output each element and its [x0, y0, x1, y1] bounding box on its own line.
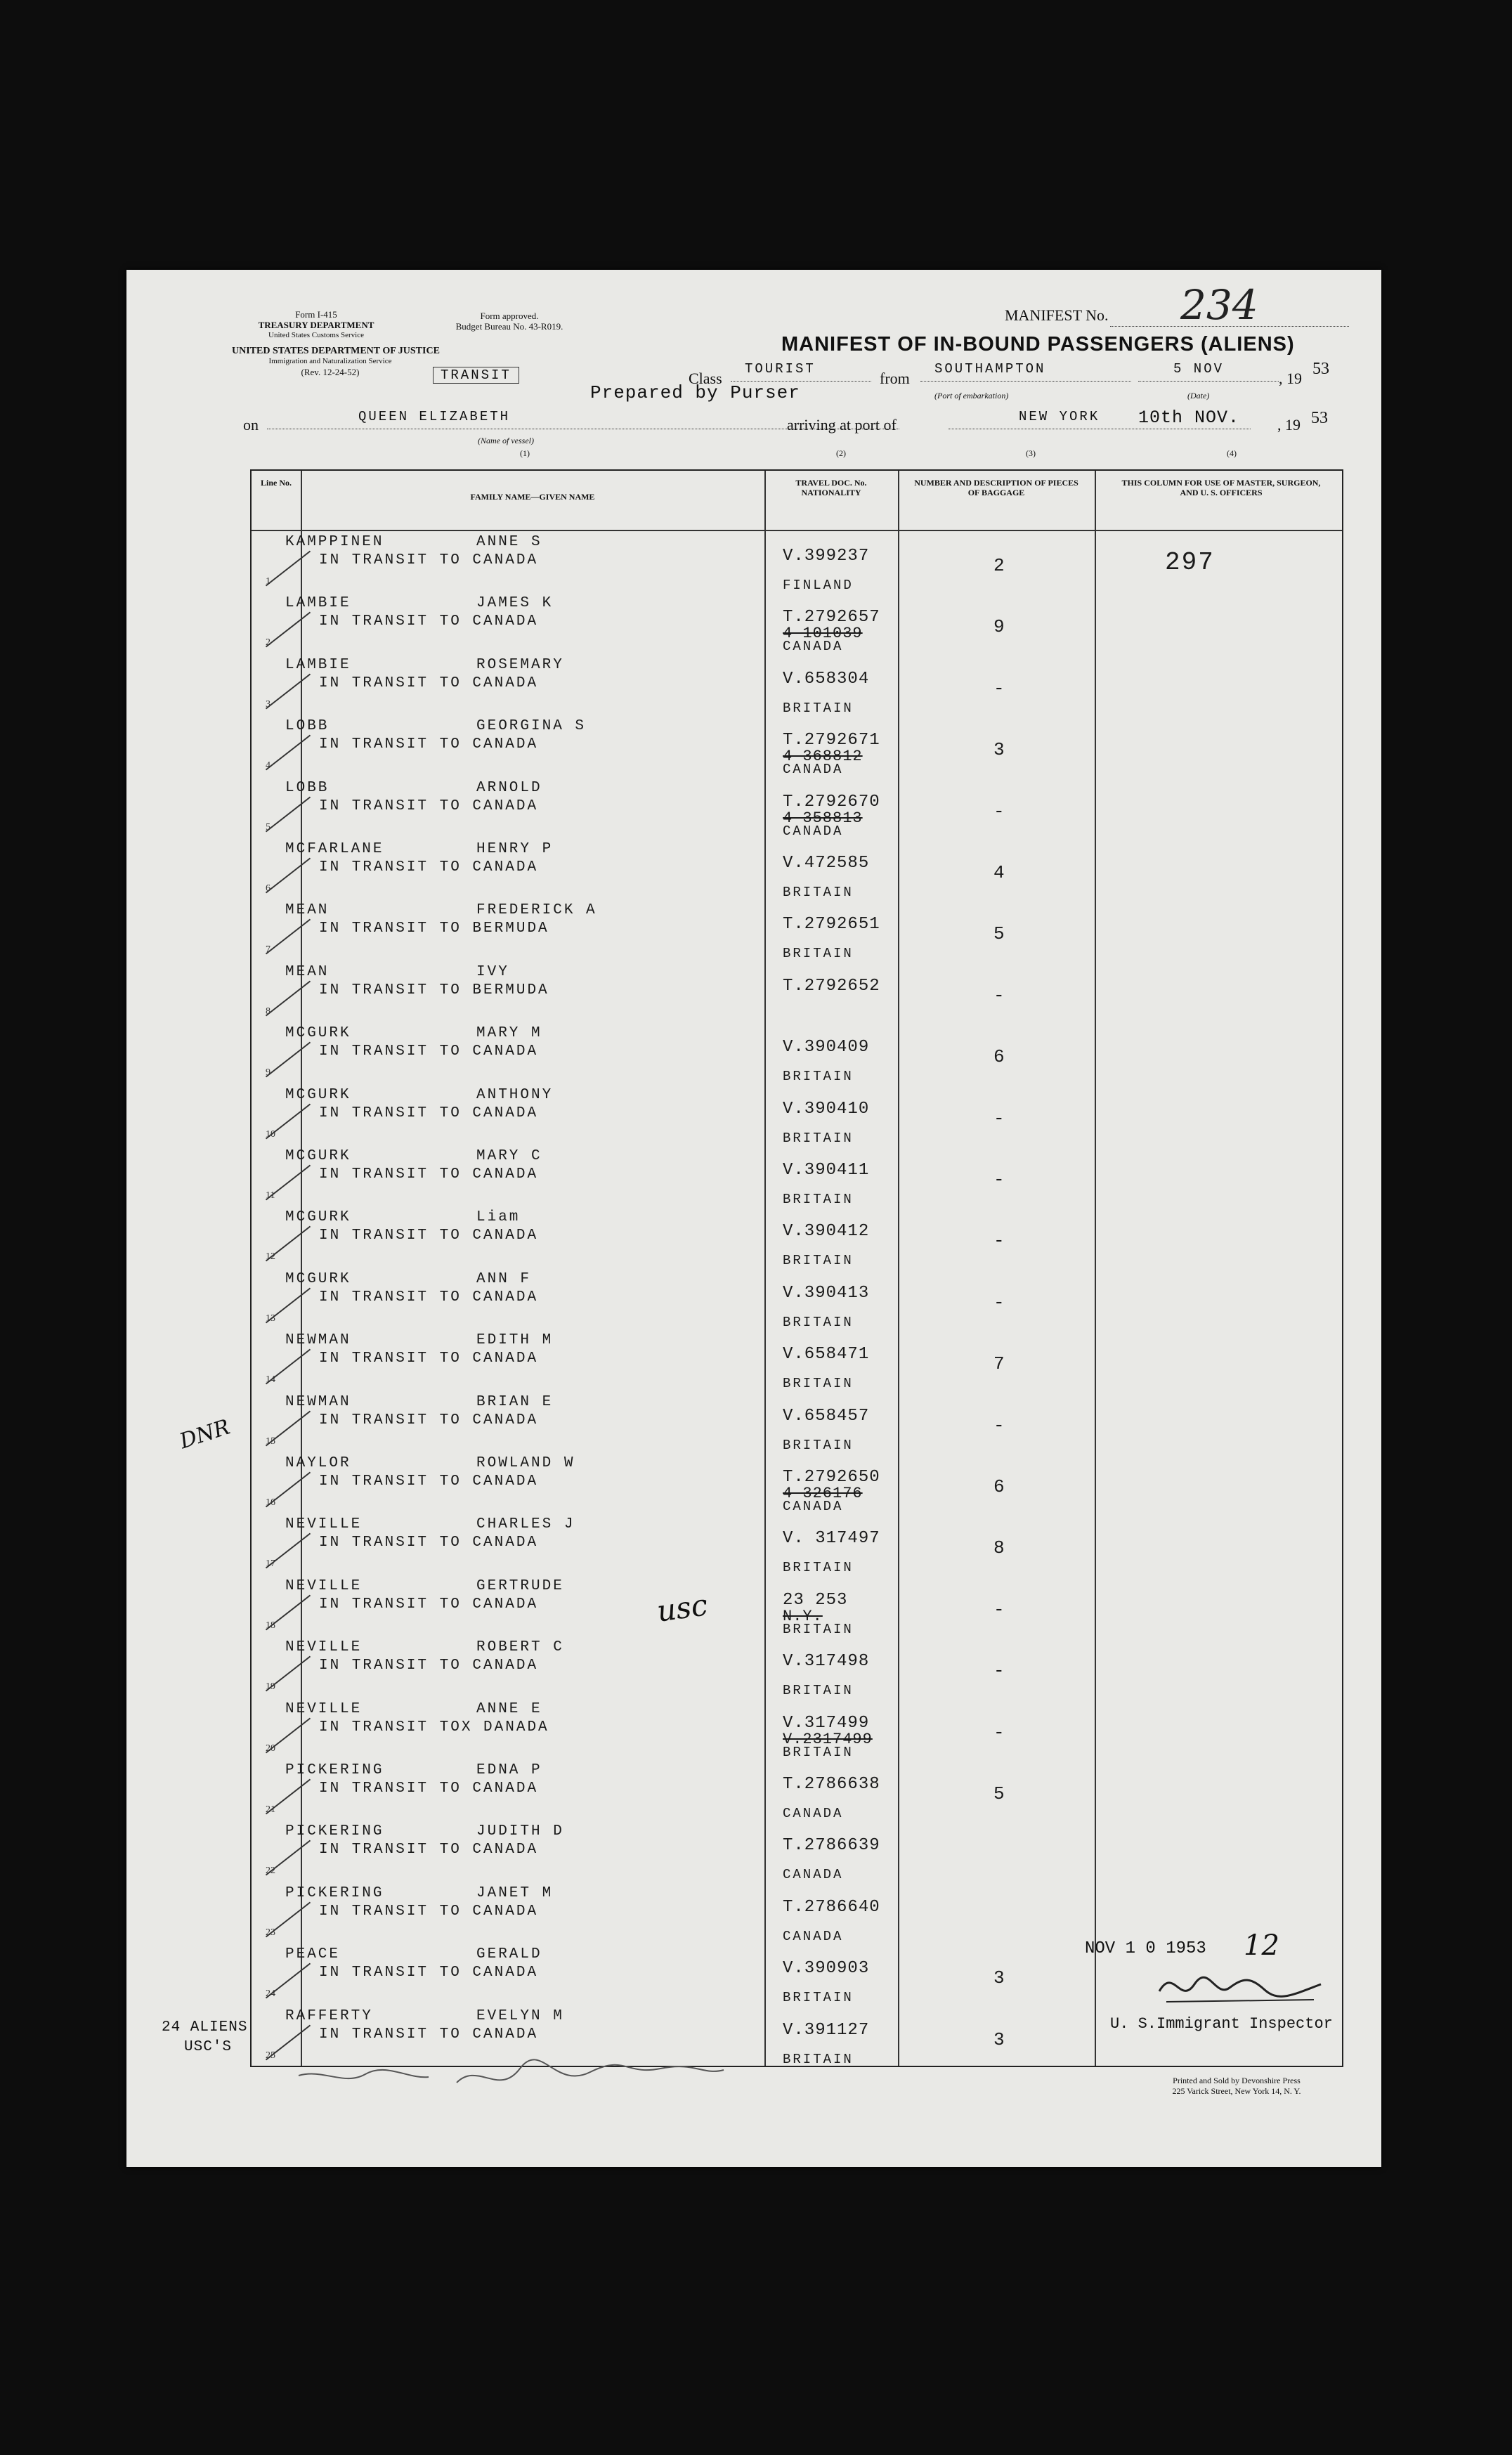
date-caption: (Date): [1187, 391, 1210, 401]
family-name: PICKERING: [285, 1823, 384, 1840]
given-name: CHARLES J: [476, 1516, 575, 1533]
transit-destination: IN TRANSIT TO CANADA: [319, 675, 539, 691]
given-name: Liam: [476, 1209, 521, 1226]
travel-doc-alt: V.2317499: [783, 1730, 873, 1748]
check-mark: [266, 1165, 311, 1201]
nationality: BRITAIN: [783, 1560, 854, 1576]
year-value-2: 53: [1311, 409, 1328, 427]
line-number: 3: [266, 698, 271, 710]
family-name: LOBB: [285, 718, 330, 735]
manifest-no-value: 234: [1180, 281, 1258, 329]
line-number: 25: [266, 2050, 275, 2061]
baggage-count: -: [993, 984, 1007, 1006]
check-mark: [266, 1042, 311, 1078]
transit-destination: IN TRANSIT TO CANADA: [319, 1842, 539, 1858]
baggage-count: 5: [993, 1783, 1007, 1804]
form-number: Form I-415: [295, 309, 337, 320]
baggage-count: -: [993, 677, 1007, 699]
baggage-count: 3: [993, 1967, 1007, 1989]
manifest-title: MANIFEST OF IN-BOUND PASSENGERS (ALIENS): [781, 333, 1295, 356]
year-value-1: 53: [1312, 360, 1329, 378]
nationality: BRITAIN: [783, 1069, 854, 1085]
table-row: [252, 1206, 1342, 1268]
transit-destination: IN TRANSIT TO CANADA: [319, 1965, 539, 1981]
line-number: 9: [266, 1067, 271, 1079]
manifest-page: [126, 270, 1381, 2167]
table-row: [252, 1084, 1342, 1145]
travel-doc: V.658457: [783, 1406, 870, 1426]
check-mark: [266, 1287, 311, 1323]
port-embark-caption: (Port of embarkation): [934, 391, 1009, 401]
check-mark: [266, 1349, 311, 1385]
travel-doc: T.2792670: [783, 792, 880, 812]
baggage-count: -: [993, 1291, 1007, 1313]
vessel-caption: (Name of vessel): [478, 436, 534, 445]
check-mark: [266, 1226, 311, 1262]
travel-doc: V.658304: [783, 669, 870, 689]
line-number: 15: [266, 1435, 275, 1447]
check-mark: [266, 1963, 311, 1999]
transit-destination: IN TRANSIT TO CANADA: [319, 859, 539, 875]
table-row: [252, 961, 1342, 1022]
family-name: MCGURK: [285, 1086, 351, 1103]
line-number: 1: [266, 576, 271, 587]
date-value: 5 NOV: [1173, 361, 1225, 377]
travel-doc-alt: N.Y.: [783, 1607, 823, 1625]
baggage-count: 9: [993, 616, 1007, 638]
year-prefix-1: , 19: [1279, 370, 1302, 387]
baggage-count: 2: [993, 555, 1007, 576]
table-row: [252, 1698, 1342, 1759]
nationality: BRITAIN: [783, 1621, 854, 1637]
aliens-count: 24 ALIENS: [162, 2019, 248, 2036]
table-row: [252, 1821, 1342, 1882]
vessel-name: QUEEN ELIZABETH: [358, 409, 511, 424]
printer-line-2: 225 Varick Street, New York 14, N. Y.: [1172, 2086, 1301, 2096]
given-name: EDNA P: [476, 1762, 542, 1778]
nationality: BRITAIN: [783, 700, 854, 716]
nationality: BRITAIN: [783, 1683, 854, 1699]
given-name: ARNOLD: [476, 779, 542, 796]
nationality: CANADA: [783, 823, 844, 839]
family-name: LOBB: [285, 779, 330, 796]
line-number: 22: [266, 1865, 275, 1877]
col-line-header: Line No.: [260, 478, 292, 488]
check-mark: [266, 612, 311, 648]
officer-note: 297: [1165, 548, 1215, 577]
table-row: [252, 1268, 1342, 1329]
given-name: ROSEMARY: [476, 656, 564, 673]
line-number: 14: [266, 1374, 275, 1386]
inspector-title: U. S.Immigrant Inspector: [1110, 2015, 1333, 2033]
table-row: [252, 777, 1342, 838]
baggage-count: 3: [993, 2029, 1007, 2050]
given-name: IVY: [476, 963, 509, 980]
baggage-count: -: [993, 1598, 1007, 1620]
dnr-note: DNR: [176, 1414, 233, 1454]
nationality: BRITAIN: [783, 885, 854, 900]
transit-destination: IN TRANSIT TO CANADA: [319, 1289, 539, 1305]
form-id-block: [211, 309, 422, 341]
arrival-port: NEW YORK: [1019, 409, 1100, 424]
col-officers-header: THIS COLUMN FOR USE OF MASTER, SURGEON, AND U. S. OFFICERS: [1121, 478, 1321, 497]
family-name: PICKERING: [285, 1884, 384, 1901]
line-number: 17: [266, 1558, 275, 1570]
family-name: NEVILLE: [285, 1639, 363, 1656]
handwritten-scrawl: [295, 2047, 731, 2104]
class-label: Class: [689, 370, 722, 387]
check-mark: [266, 980, 311, 1016]
transit-destination: IN TRANSIT TO BERMUDA: [319, 982, 549, 998]
check-mark: [266, 919, 311, 955]
transit-destination: IN TRANSIT TO CANADA: [319, 1105, 539, 1121]
col-baggage-header: NUMBER AND DESCRIPTION OF PIECES OF BAGGAGE: [914, 478, 1078, 497]
line-number: 12: [266, 1251, 275, 1263]
travel-doc: V.390411: [783, 1161, 870, 1180]
given-name: ANN F: [476, 1270, 532, 1287]
col-doc-header: TRAVEL DOC. No. NATIONALITY: [795, 478, 867, 497]
travel-doc: V.390413: [783, 1283, 870, 1303]
travel-doc: V.391127: [783, 2020, 870, 2040]
transit-destination: IN TRANSIT TO CANADA: [319, 1166, 539, 1183]
on-label: on: [243, 416, 259, 434]
transit-destination: IN TRANSIT TO CANADA: [319, 1228, 539, 1244]
given-name: HENRY P: [476, 841, 554, 857]
baggage-count: -: [993, 1414, 1007, 1436]
family-name: MEAN: [285, 963, 330, 980]
transit-destination: IN TRANSIT TO CANADA: [319, 1903, 539, 1920]
line-number: 23: [266, 1927, 275, 1938]
table-row: [252, 715, 1342, 776]
family-name: NAYLOR: [285, 1455, 351, 1471]
line-number: 13: [266, 1313, 275, 1324]
usc-note: usc: [654, 1587, 710, 1629]
check-mark: [266, 1656, 311, 1692]
given-name: MARY C: [476, 1148, 542, 1164]
table-row: [252, 1022, 1342, 1083]
travel-doc: V. 317497: [783, 1529, 880, 1549]
table-row: [252, 899, 1342, 960]
line-number: 19: [266, 1681, 275, 1693]
customs-service: United States Customs Service: [268, 331, 364, 339]
line-number: 10: [266, 1128, 275, 1140]
treasury-dept: TREASURY DEPARTMENT: [258, 320, 374, 330]
travel-doc: 23 253: [783, 1590, 848, 1610]
table-row: [252, 1329, 1342, 1391]
table-row: [252, 1759, 1342, 1821]
check-mark: [266, 551, 311, 587]
transit-destination: IN TRANSIT TO CANADA: [319, 1043, 539, 1060]
check-mark: [266, 796, 311, 832]
transit-destination: IN TRANSIT TO BERMUDA: [319, 920, 549, 937]
baggage-count: -: [993, 1107, 1007, 1129]
nationality: BRITAIN: [783, 2051, 854, 2067]
form-revision: (Rev. 12-24-52): [301, 367, 360, 377]
stamp-count: 12: [1244, 1929, 1279, 1962]
table-row: [252, 1513, 1342, 1575]
transit-destination: IN TRANSIT TOX DANADA: [319, 1719, 549, 1736]
transit-destination: IN TRANSIT TO CANADA: [319, 1412, 539, 1428]
line-number: 16: [266, 1497, 275, 1508]
travel-doc: T.2786639: [783, 1836, 880, 1856]
travel-doc: T.2786638: [783, 1775, 880, 1794]
line-number: 5: [266, 821, 271, 833]
nationality: BRITAIN: [783, 1990, 854, 2006]
check-mark: [266, 1410, 311, 1446]
given-name: ANTHONY: [476, 1086, 554, 1103]
baggage-count: 3: [993, 739, 1007, 761]
nationality: CANADA: [783, 1928, 844, 1944]
arriving-label: arriving at port of: [787, 416, 897, 434]
form-approved: Form approved.: [480, 311, 539, 321]
inspection-stamp-date: NOV 1 0 1953: [1085, 1939, 1206, 1958]
travel-doc: V.399237: [783, 547, 870, 566]
table-row: [252, 1145, 1342, 1206]
col-num-4: (4): [1227, 448, 1237, 458]
check-mark: [266, 1717, 311, 1753]
col-name-header: FAMILY NAME—GIVEN NAME: [470, 492, 595, 502]
baggage-count: 7: [993, 1353, 1007, 1375]
baggage-count: 5: [993, 923, 1007, 945]
transit-destination: IN TRANSIT TO CANADA: [319, 797, 539, 814]
travel-doc: V.317498: [783, 1652, 870, 1672]
check-mark: [266, 735, 311, 771]
family-name: MCGURK: [285, 1148, 351, 1164]
travel-doc: V.390903: [783, 1959, 870, 1979]
family-name: MCFARLANE: [285, 841, 384, 857]
family-name: NEWMAN: [285, 1332, 351, 1349]
check-mark: [266, 1472, 311, 1508]
table-row: [252, 1636, 1342, 1698]
line-number: 8: [266, 1005, 271, 1017]
family-name: LAMBIE: [285, 656, 351, 673]
transit-destination: IN TRANSIT TO CANADA: [319, 1350, 539, 1367]
given-name: ROBERT C: [476, 1639, 564, 1656]
nationality: BRITAIN: [783, 1437, 854, 1453]
col-num-1: (1): [520, 448, 530, 458]
transit-destination: IN TRANSIT TO CANADA: [319, 2026, 539, 2043]
transit-destination: IN TRANSIT TO CANADA: [319, 1658, 539, 1674]
given-name: EDITH M: [476, 1332, 554, 1349]
printer-credit: [1110, 2076, 1363, 2097]
check-mark: [266, 1779, 311, 1815]
nationality: CANADA: [783, 1806, 844, 1821]
table-row: [252, 531, 1342, 592]
given-name: ANNE S: [476, 534, 542, 550]
family-name: NEVILLE: [285, 1516, 363, 1533]
family-name: NEVILLE: [285, 1577, 363, 1594]
check-mark: [266, 858, 311, 894]
line-number: 2: [266, 637, 271, 649]
transit-destination: IN TRANSIT TO CANADA: [319, 1473, 539, 1490]
given-name: ANNE E: [476, 1700, 542, 1717]
transit-destination: IN TRANSIT TO CANADA: [319, 736, 539, 753]
transit-destination: IN TRANSIT TO CANADA: [319, 613, 539, 630]
travel-doc: T.2792657: [783, 608, 880, 627]
baggage-count: 6: [993, 1476, 1007, 1497]
given-name: JANET M: [476, 1884, 554, 1901]
inspector-signature: [1152, 1963, 1328, 2012]
given-name: EVELYN M: [476, 2007, 564, 2024]
nationality: CANADA: [783, 639, 844, 655]
table-row: [252, 654, 1342, 715]
budget-bureau: Budget Bureau No. 43-R019.: [455, 321, 563, 332]
travel-doc: V.658471: [783, 1345, 870, 1365]
col-num-3: (3): [1026, 448, 1036, 458]
check-mark: [266, 673, 311, 709]
family-name: KAMPPINEN: [285, 534, 384, 550]
baggage-count: -: [993, 1721, 1007, 1743]
check-mark: [266, 1594, 311, 1630]
given-name: MARY M: [476, 1025, 542, 1042]
line-number: 6: [266, 883, 271, 894]
from-label: from: [880, 370, 910, 387]
printer-line-1: Printed and Sold by Devonshire Press: [1173, 2076, 1301, 2085]
travel-doc: T.2792651: [783, 915, 880, 935]
nationality: BRITAIN: [783, 1314, 854, 1330]
transit-destination: IN TRANSIT TO CANADA: [319, 1780, 539, 1797]
nationality: BRITAIN: [783, 1192, 854, 1207]
travel-doc-alt: 4-358813: [783, 809, 863, 827]
ins-service: Immigration and Naturalization Service: [268, 357, 392, 365]
family-name: NEWMAN: [285, 1393, 351, 1410]
travel-doc: V.472585: [783, 854, 870, 873]
nationality: BRITAIN: [783, 1253, 854, 1269]
nationality: BRITAIN: [783, 1376, 854, 1392]
table-row: [252, 1391, 1342, 1452]
travel-doc: T.2786640: [783, 1897, 880, 1917]
baggage-count: 6: [993, 1046, 1007, 1068]
table-row: [252, 1575, 1342, 1636]
line-number: 18: [266, 1620, 275, 1631]
baggage-count: -: [993, 1169, 1007, 1190]
transit-box: TRANSIT: [433, 367, 519, 384]
given-name: GERTRUDE: [476, 1577, 564, 1594]
family-name: MCGURK: [285, 1025, 351, 1042]
given-name: JAMES K: [476, 595, 554, 612]
family-name: MCGURK: [285, 1209, 351, 1226]
passenger-table: [250, 469, 1343, 2067]
family-name: PICKERING: [285, 1762, 384, 1778]
travel-doc: V.317499: [783, 1713, 870, 1733]
baggage-count: 8: [993, 1537, 1007, 1559]
line-number: 24: [266, 1988, 275, 2000]
nationality: CANADA: [783, 1499, 844, 1514]
family-name: MCGURK: [285, 1270, 351, 1287]
from-value: SOUTHAMPTON: [934, 361, 1046, 377]
nationality: CANADA: [783, 1867, 844, 1883]
check-mark: [266, 1103, 311, 1139]
justice-dept: UNITED STATES DEPARTMENT OF JUSTICE: [232, 346, 440, 356]
line-number: 20: [266, 1743, 275, 1754]
class-value: TOURIST: [745, 361, 816, 377]
check-mark: [266, 1901, 311, 1937]
given-name: BRIAN E: [476, 1393, 554, 1410]
year-prefix-2: , 19: [1277, 416, 1301, 434]
given-name: ROWLAND W: [476, 1455, 575, 1471]
uscs-count: USC'S: [184, 2039, 233, 2055]
family-name: PEACE: [285, 1946, 341, 1963]
travel-doc-alt: 4-326176: [783, 1485, 863, 1502]
check-mark: [266, 1840, 311, 1876]
line-number: 21: [266, 1804, 275, 1815]
travel-doc: T.2792652: [783, 976, 880, 996]
prepared-by: Prepared by Purser: [590, 382, 800, 403]
family-name: MEAN: [285, 902, 330, 919]
nationality: BRITAIN: [783, 1744, 854, 1760]
nationality: BRITAIN: [783, 946, 854, 962]
col-num-2: (2): [836, 448, 846, 458]
table-row: [252, 592, 1342, 653]
travel-doc: V.390412: [783, 1222, 870, 1242]
given-name: GERALD: [476, 1946, 542, 1963]
line-number: 7: [266, 944, 271, 956]
nationality: FINLAND: [783, 578, 854, 593]
travel-doc: V.390409: [783, 1038, 870, 1057]
travel-doc: V.390410: [783, 1099, 870, 1119]
given-name: GEORGINA S: [476, 718, 587, 735]
baggage-count: -: [993, 800, 1007, 822]
travel-doc: T.2792650: [783, 1468, 880, 1487]
check-mark: [266, 1533, 311, 1569]
manifest-no-label: MANIFEST No.: [1005, 306, 1109, 324]
table-row: [252, 1882, 1342, 1943]
arrival-date: 10th NOV.: [1138, 408, 1240, 428]
family-name: RAFFERTY: [285, 2007, 373, 2024]
baggage-count: -: [993, 1230, 1007, 1252]
travel-doc: T.2792671: [783, 731, 880, 750]
transit-destination: IN TRANSIT TO CANADA: [319, 1596, 539, 1613]
baggage-count: 4: [993, 862, 1007, 883]
justice-block: [232, 346, 440, 377]
table-row: [252, 838, 1342, 899]
transit-destination: IN TRANSIT TO CANADA: [319, 1535, 539, 1551]
travel-doc-alt: 4-368812: [783, 748, 863, 766]
line-number: 11: [266, 1190, 275, 1201]
line-number: 4: [266, 760, 271, 771]
nationality: BRITAIN: [783, 1130, 854, 1146]
table-row: [252, 1452, 1342, 1513]
family-name: NEVILLE: [285, 1700, 363, 1717]
approval-block: [429, 311, 590, 332]
family-name: LAMBIE: [285, 595, 351, 612]
baggage-count: -: [993, 1660, 1007, 1682]
travel-doc-alt: 4-101039: [783, 625, 863, 643]
transit-destination: IN TRANSIT TO CANADA: [319, 552, 539, 568]
given-name: JUDITH D: [476, 1823, 564, 1840]
nationality: CANADA: [783, 762, 844, 778]
given-name: FREDERICK A: [476, 902, 597, 919]
